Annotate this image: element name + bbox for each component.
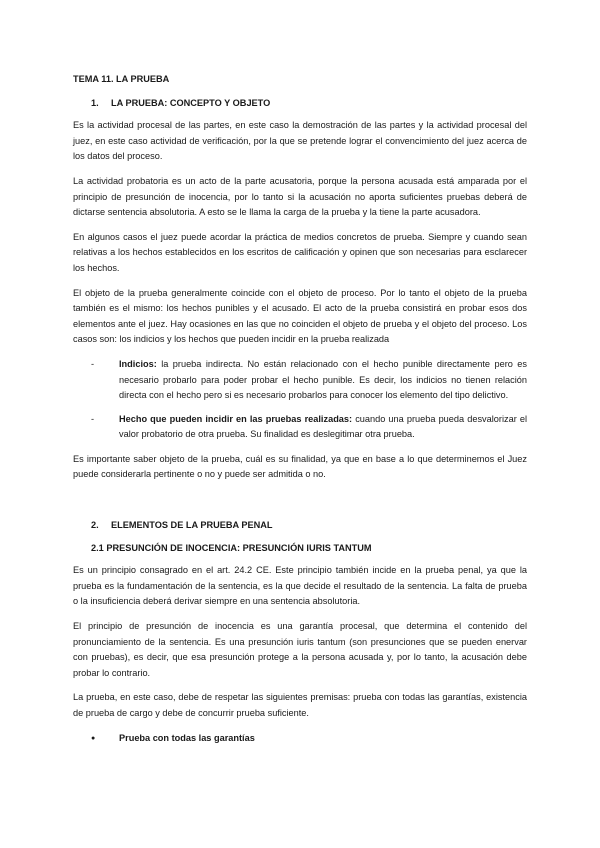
- dash-list: [73, 357, 527, 443]
- list-item: [73, 731, 527, 747]
- dash-marker: -: [91, 358, 95, 369]
- section-1-heading: [73, 96, 527, 112]
- paragraph: En algunos casos el juez puede acordar la práctica de medios concretos de prueba. Siempre y cuando sean relativas a los hechos establecidos en los escritos de calificación y opinen que son necesarias para esclarecer los hechos.: [73, 231, 527, 273]
- section-2-heading: [73, 518, 527, 534]
- list-item: [73, 357, 527, 404]
- list-item-term: Indicios:: [119, 358, 157, 369]
- bullet-icon: ●: [91, 734, 96, 742]
- section-1-title: LA PRUEBA: CONCEPTO Y OBJETO: [111, 97, 271, 108]
- bullet-list: [73, 731, 527, 747]
- paragraph: La prueba, en este caso, debe de respetar las siguientes premisas: prueba con todas las garantías, existencia de prueba de cargo y debe de concurrir prueba suficiente.: [73, 692, 527, 718]
- section-1-number: 1.: [91, 97, 99, 108]
- subsection-2-1-heading: 2.1 PRESUNCIÓN DE INOCENCIA: PRESUNCIÓN IURIS TANTUM: [91, 542, 372, 553]
- document-title: TEMA 11. LA PRUEBA: [73, 74, 170, 84]
- section-2-title: ELEMENTOS DE LA PRUEBA PENAL: [111, 520, 273, 531]
- list-item-term: Hecho que pueden incidir en las pruebas realizadas:: [119, 413, 353, 424]
- paragraph: El objeto de la prueba generalmente coincide con el objeto de proceso. Por lo tanto el objeto de la prueba también es el mismo: los hechos punibles y el acusado. El acto de la prueba consistirá en probar esos dos elementos ante el juez. Hay ocasiones en las que no coinciden el objeto de prueba y el objeto del proceso. Los casos son: los indicios y los hechos que pueden incidir en la prueba realizada: [73, 287, 527, 345]
- list-item-text: Prueba con todas las garantías: [119, 732, 255, 743]
- document-body: [73, 72, 527, 746]
- paragraph: Es un principio consagrado en el art. 24.2 CE. Este principio también incide en la prueba penal, ya que la prueba es la fundamentación de la sentencia, es la que decide el resultado de la sentencia. La falta de prueba o la insuficiencia deberá derivar siempre en una sentencia absolutoria.: [73, 565, 527, 607]
- section-2-number: 2.: [91, 520, 99, 531]
- list-item-text: la prueba indirecta. No están relacionado con el hecho punible directamente pero es necesario probarlo para poder probar el hecho punible. Es decir, los indicios no tienen relación directa con el hecho pero si es necesario probarlos para conocer los elemento del tipo delictivo.: [119, 358, 527, 401]
- paragraph: Es la actividad procesal de las partes, en este caso la demostración de las partes y la actividad procesal del juez, en este caso actividad de verificación, por la que se pretende lograr el convencimiento del juez acerca de los datos del proceso.: [73, 120, 527, 162]
- list-item-text: cuando una prueba pueda desvalorizar el valor probatorio de otra prueba. Su finalidad es deslegitimar otra prueba.: [119, 413, 528, 440]
- list-item: [73, 412, 527, 443]
- paragraph: Es importante saber objeto de la prueba, cuál es su finalidad, ya que en base a lo que determinemos el Juez puede considerarla pertinente o no y puede ser admitida o no.: [73, 453, 527, 480]
- dash-marker: -: [91, 413, 95, 424]
- paragraph: La actividad probatoria es un acto de la parte acusatoria, porque la persona acusada está amparada por el principio de presunción de inocencia, por lo tanto si la acusación no aporta suficientes pruebas deberá de dictarse sentencia absolutoria. A esto se le llama la carga de la prueba y la tiene la parte acusadora.: [73, 175, 527, 218]
- paragraph: El principio de presunción de inocencia es una garantía procesal, que determina el contenido del pronunciamiento de la sentencia. Es una presunción iuris tantum (son presunciones que se pueden enervar con pruebas), es decir, que esa presunción protege a la persona acusada y, por lo tanto, la acusación debe probar lo contrario.: [73, 621, 527, 678]
